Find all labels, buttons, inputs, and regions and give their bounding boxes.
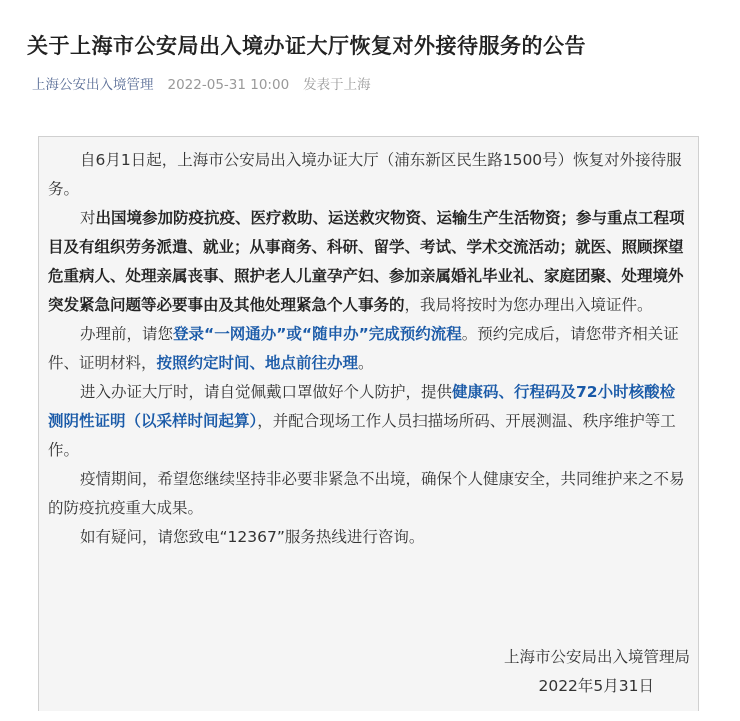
author-link[interactable]: 上海公安出入境管理 [32, 77, 154, 93]
paragraph-appointment [48, 320, 690, 378]
text: 。 [358, 354, 374, 372]
text: 进入办证大厅时，请自觉佩戴口罩做好个人防护，提供 [80, 383, 453, 401]
paragraph-hotline: 如有疑问，请您致电“12367”服务热线进行咨询。 [80, 528, 425, 546]
schedule-instruction: 按照约定时间、地点前往办理 [156, 354, 359, 372]
article-meta [32, 75, 371, 95]
signature-org: 上海市公安局出入境管理局 [503, 648, 690, 666]
signature-date: 2022年5月31日 [538, 677, 654, 695]
paragraph-requirements [48, 378, 690, 465]
health-requirements: 健康码、行程码及72小时核酸检测阴性证明（以采样时间起算） [48, 383, 676, 430]
text: 。预约完成后，请您带齐相关证件、证明材料， [48, 325, 679, 372]
paragraph-reopen: 自6月1日起，上海市公安局出入境办证大厅（浦东新区民生路1500号）恢复对外接待服务。 [48, 151, 682, 198]
publish-datetime: 2022-05-31 10:00 [167, 77, 290, 93]
publish-location: 发表于上海 [303, 77, 371, 93]
appointment-instruction: 登录“一网通办”或“随申办”完成预约流程 [173, 325, 462, 343]
text: 办理前，请您 [80, 325, 174, 343]
paragraph-advice: 疫情期间，希望您继续坚持非必要非紧急不出境，确保个人健康安全，共同维护来之不易的防疫抗疫重大成果。 [48, 470, 685, 517]
eligibility-reasons: 出国境参加防疫抗疫、医疗救助、运送救灾物资、运输生产生活物资；参与重点工程项目及有组织劳务派遣、就业；从事商务、科研、留学、考试、学术交流活动；就医、照顾探望危重病人、处理亲属丧事、照护老人儿童孕产妇、参加亲属婚礼毕业礼、家庭团聚、处理境外突发紧急问题等必要事由及其他处理紧急个人事务的 [48, 209, 685, 314]
signature-block [390, 643, 690, 701]
announcement-body [48, 146, 690, 552]
text: 对 [80, 209, 96, 227]
article-title: 关于上海市公安局出入境办证大厅恢复对外接待服务的公告 [27, 34, 586, 58]
text: ，并配合现场工作人员扫描场所码、开展测温、秩序维护等工作。 [48, 412, 676, 459]
text: ，我局将按时为您办理出入境证件。 [404, 296, 653, 314]
paragraph-eligibility [48, 204, 690, 320]
